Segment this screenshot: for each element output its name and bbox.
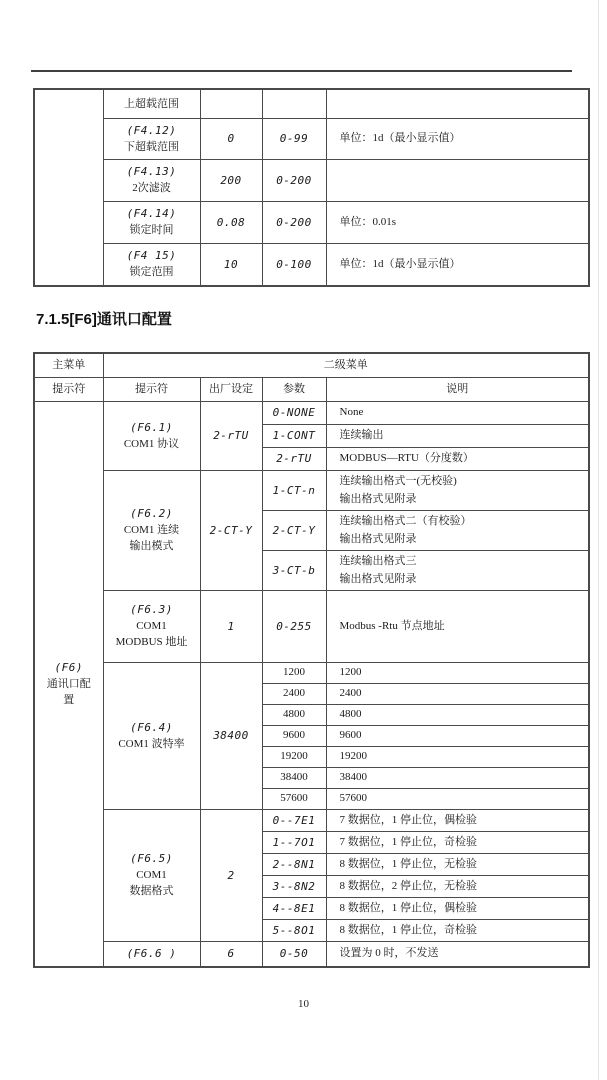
- default-cell: 10: [200, 243, 262, 286]
- header-row: [34, 353, 589, 377]
- default-cell: [200, 89, 262, 118]
- range-cell: 0-200: [262, 159, 326, 201]
- main-menu-empty-cell: [34, 89, 103, 286]
- default-cell: 200: [200, 159, 262, 201]
- factory-default-header: 出厂设定: [200, 377, 262, 401]
- parameter-cell: 1-CONT: [262, 424, 326, 447]
- description-cell: 8 数据位，1 停止位，偶检验: [326, 897, 589, 919]
- factory-default-cell: 6: [200, 941, 262, 967]
- prompt-cell: [103, 590, 200, 662]
- table-row: [34, 159, 589, 201]
- parameter-cell: 2-CT-Y: [262, 510, 326, 550]
- prompt-cell: [103, 662, 200, 809]
- parameter-cell: 1-CT-n: [262, 470, 326, 510]
- description-cell: 7 数据位，1 停止位，偶检验: [326, 809, 589, 831]
- prompt-code: (F6.4): [130, 720, 173, 734]
- parameter-cell: 2-rTU: [262, 447, 326, 470]
- description-cell: 连续输出: [326, 424, 589, 447]
- prompt-code: (F4 15): [126, 249, 177, 263]
- prompt-label: COM1 波特率: [118, 737, 185, 750]
- description-cell: Modbus -Rtu 节点地址: [326, 590, 589, 662]
- description-cell: [326, 550, 589, 590]
- parameter-cell: 0-NONE: [262, 401, 326, 424]
- description-cell: 4800: [326, 704, 589, 725]
- parameter-cell: 57600: [262, 788, 326, 809]
- f4-table: [33, 88, 590, 287]
- table-row: [34, 118, 589, 159]
- description-cell: 单位：1d（最小显示值）: [326, 243, 589, 286]
- description-cell: 7 数据位，1 停止位，奇检验: [326, 831, 589, 853]
- table-row: [34, 941, 589, 967]
- parameter-cell: 1--7O1: [262, 831, 326, 853]
- description-cell: 38400: [326, 767, 589, 788]
- description-cell: [326, 510, 589, 550]
- prompt-label: 下超载范围: [124, 140, 179, 153]
- description-line: 连续输出格式三: [339, 555, 417, 567]
- prompt-label: MODBUS 地址: [115, 636, 188, 648]
- prompt-code: (F6.2): [130, 507, 173, 520]
- prompt-label: 2次滤波: [132, 182, 171, 194]
- parameter-cell: 9600: [262, 725, 326, 746]
- parameter-cell: 38400: [262, 767, 326, 788]
- parameter-cell: 19200: [262, 746, 326, 767]
- prompt-code: (F4.13): [126, 165, 177, 178]
- prompt-label: 数据格式: [129, 885, 174, 897]
- sub-menu-header: 二级菜单: [103, 353, 589, 377]
- parameter-cell: 3--8N2: [262, 875, 326, 897]
- description-cell: 8 数据位，1 停止位，无检验: [326, 853, 589, 875]
- prompt-header-main: 提示符: [34, 377, 103, 401]
- prompt-cell: [103, 89, 200, 118]
- factory-default-cell: 2-CT-Y: [200, 470, 262, 590]
- description-cell: 8 数据位，1 停止位，奇检验: [326, 919, 589, 941]
- prompt-label: 输出模式: [129, 540, 174, 552]
- prompt-label: COM1: [136, 620, 167, 632]
- prompt-label: COM1 协议: [123, 437, 180, 450]
- header-row: [34, 377, 589, 401]
- table-row: [34, 401, 589, 424]
- parameter-cell: 0--7E1: [262, 809, 326, 831]
- prompt-code: (F6.1): [130, 420, 173, 434]
- prompt-header-sub: 提示符: [103, 377, 200, 401]
- description-line: 连续输出格式二（有校验）: [339, 515, 472, 527]
- factory-default-cell: 2-rTU: [200, 401, 262, 470]
- prompt-code: (F4.12): [126, 123, 177, 137]
- table-row: [34, 201, 589, 243]
- default-cell: 0: [200, 118, 262, 159]
- description-cell: 8 数据位，2 停止位，无检验: [326, 875, 589, 897]
- parameter-cell: 3-CT-b: [262, 550, 326, 590]
- table-row: [34, 662, 589, 683]
- section-heading: 7.1.5[F6]通讯口配置: [36, 311, 172, 328]
- main-menu-code: (F6): [54, 660, 83, 674]
- description-cell: [326, 159, 589, 201]
- parameter-cell: 2--8N1: [262, 853, 326, 875]
- factory-default-cell: 1: [200, 590, 262, 662]
- prompt-code: (F6.5): [130, 852, 173, 865]
- description-cell: 单位：0.01s: [326, 201, 589, 243]
- prompt-code: (F4.14): [126, 207, 177, 220]
- range-cell: 0-99: [262, 118, 326, 159]
- description-cell: None: [326, 401, 589, 424]
- description-cell: 57600: [326, 788, 589, 809]
- main-menu-header: 主菜单: [34, 353, 103, 377]
- main-menu-cell: [34, 401, 103, 967]
- description-cell: [326, 89, 589, 118]
- prompt-cell: [103, 243, 200, 286]
- prompt-code: (F6.3): [130, 603, 173, 616]
- parameter-header: 参数: [262, 377, 326, 401]
- description-line: 连续输出格式一(无校验): [339, 475, 457, 487]
- parameter-cell: 0-50: [262, 941, 326, 967]
- prompt-label: COM1 连续: [123, 524, 180, 536]
- prompt-cell: [103, 470, 200, 590]
- page-edge-line: [598, 0, 599, 1080]
- parameter-cell: 5--8O1: [262, 919, 326, 941]
- description-cell: 2400: [326, 683, 589, 704]
- description-cell: MODBUS—RTU（分度数）: [326, 447, 589, 470]
- description-header: 说明: [326, 377, 589, 401]
- prompt-cell: [103, 809, 200, 941]
- description-line: 输出格式见附录: [339, 573, 417, 585]
- prompt-label: COM1: [136, 869, 167, 881]
- prompt-cell: [103, 401, 200, 470]
- default-cell: 0.08: [200, 201, 262, 243]
- description-line: 输出格式见附录: [339, 533, 417, 545]
- table-row: [34, 470, 589, 510]
- prompt-label: 上超载范围: [124, 97, 179, 110]
- prompt-cell: [103, 201, 200, 243]
- table-row: [34, 590, 589, 662]
- description-cell: 9600: [326, 725, 589, 746]
- description-cell: 设置为 0 时，不发送: [326, 941, 589, 967]
- parameter-cell: 0-255: [262, 590, 326, 662]
- factory-default-cell: 2: [200, 809, 262, 941]
- description-cell: 单位：1d（最小显示值）: [326, 118, 589, 159]
- description-cell: 1200: [326, 662, 589, 683]
- range-cell: 0-200: [262, 201, 326, 243]
- prompt-cell: (F6.6 ): [103, 941, 200, 967]
- prompt-label: 锁定范围: [129, 266, 174, 279]
- main-menu-label-line1: 通讯口配: [46, 677, 91, 690]
- prompt-cell: [103, 159, 200, 201]
- parameter-cell: 1200: [262, 662, 326, 683]
- f6-table: [33, 352, 590, 968]
- range-cell: 0-100: [262, 243, 326, 286]
- factory-default-cell: 38400: [200, 662, 262, 809]
- table-row: [34, 89, 589, 118]
- main-menu-label-line2: 置: [63, 693, 75, 706]
- description-cell: [326, 470, 589, 510]
- prompt-cell: [103, 118, 200, 159]
- parameter-cell: 4--8E1: [262, 897, 326, 919]
- table-row: [34, 243, 589, 286]
- table-row: [34, 809, 589, 831]
- range-cell: [262, 89, 326, 118]
- description-cell: 19200: [326, 746, 589, 767]
- page-number: 10: [298, 998, 309, 1010]
- prompt-label: 锁定时间: [129, 224, 174, 236]
- parameter-cell: 4800: [262, 704, 326, 725]
- description-line: 输出格式见附录: [339, 493, 417, 505]
- parameter-cell: 2400: [262, 683, 326, 704]
- header-rule: [31, 70, 572, 72]
